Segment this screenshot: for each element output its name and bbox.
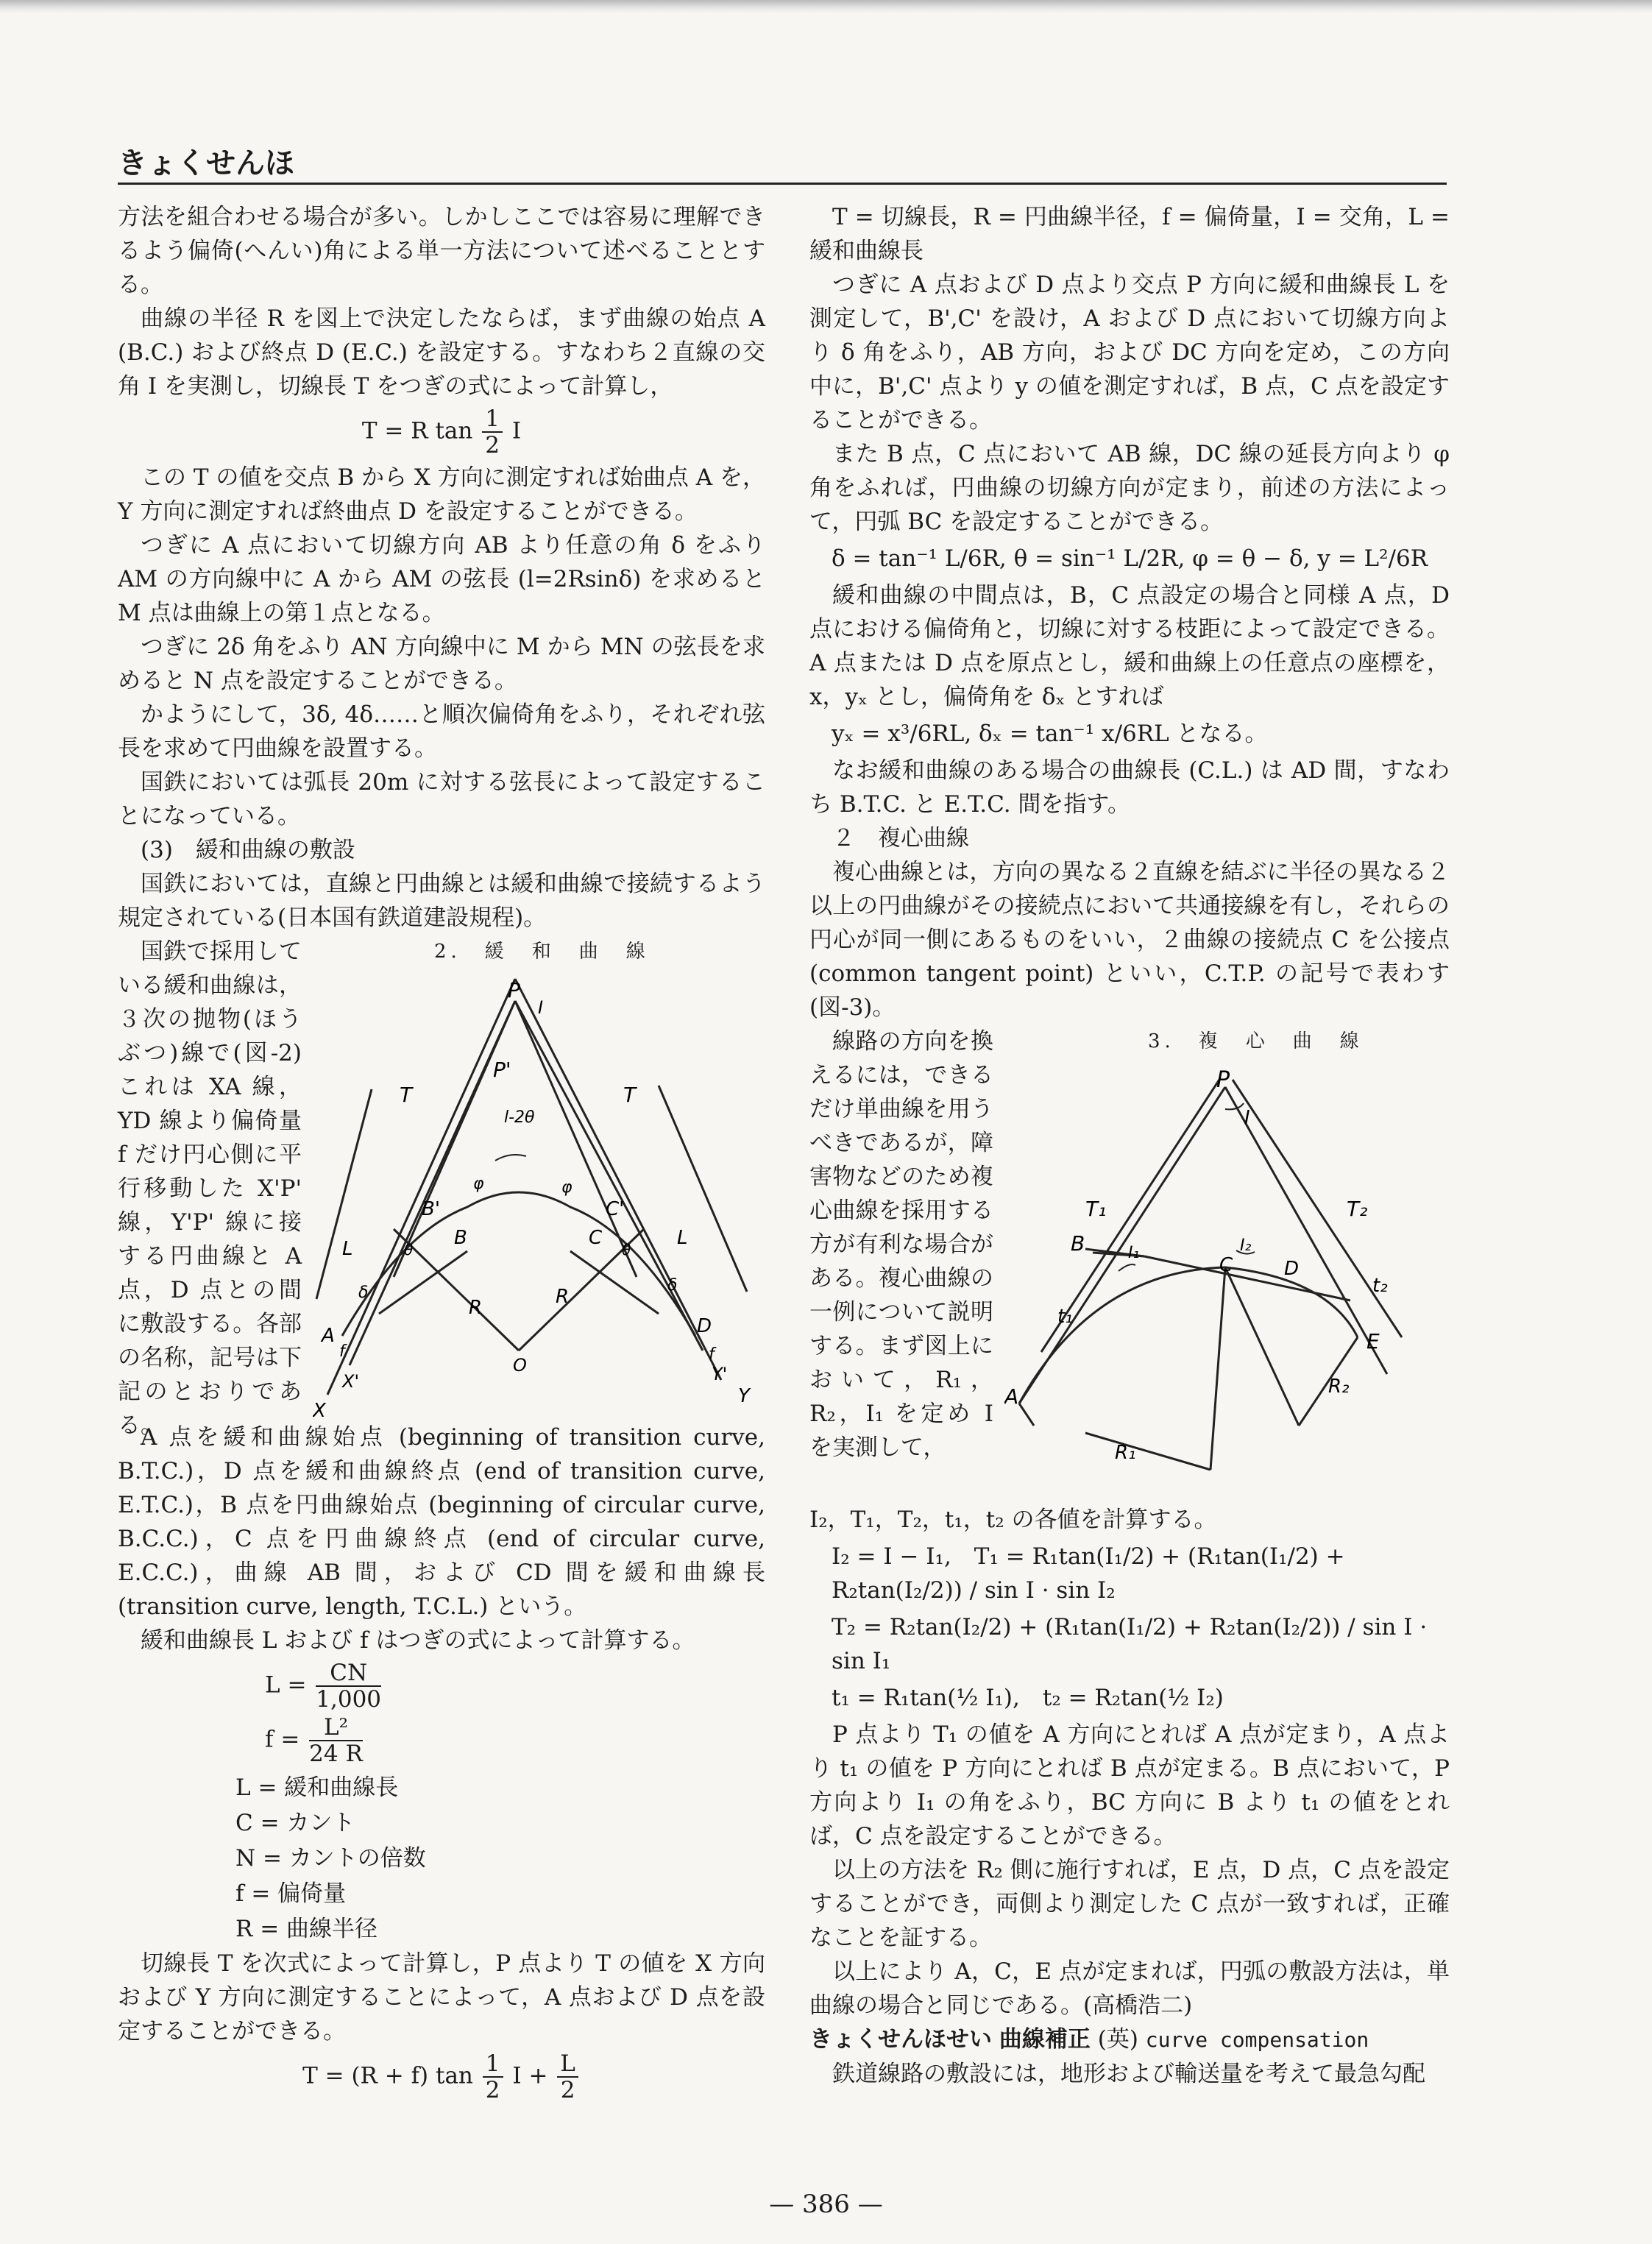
header-rule [118,183,1447,185]
paragraph: P 点より T₁ の値を A 方向にとれば A 点が定まり，A 点より t₁ の値を P 方向にとれば B 点が定まる。B 点において，P 方向より I₁ の角をふり，BC 方向に B より t₁ の値をとれば，C 点を設定することができる。 [809,1721,1450,1850]
paragraph: 国鉄においては，直線と円曲線とは緩和曲線で接続するよう規定されている(日本国有鉄道建設規程)。 [118,871,765,932]
fig2-label: T [623,1083,637,1108]
fig2-label: φ [473,1175,484,1194]
definition-item: R = 曲線半径 [235,1915,378,1942]
fig2-label: φ [561,1178,572,1197]
equation-transition-angles: δ = tan⁻¹ L/6R, θ = sin⁻¹ L/2R, φ = θ − δ, y = L²/6R [831,545,1428,572]
definition-item: N = カントの倍数 [235,1844,426,1872]
fig2-label: D [697,1315,712,1338]
fig2-label: O [513,1355,527,1376]
fig3-label: C [1219,1254,1233,1276]
equation-I2-T1: I₂ = I − I₁, T₁ = R₁tan(I₁/2) + (R₁tan(I₁/2) + R₂tan(I₂/2)) / sin I · sin I₂ [832,1543,1345,1604]
fig3-label: B [1071,1231,1085,1256]
fig2-label: f [709,1345,715,1365]
fig2-label: l-2θ [504,1108,535,1128]
entry-english: curve compensation [1145,2028,1369,2052]
figure-3-block [809,1024,1450,1503]
section-heading: (3) 緩和曲線の敷設 [141,837,355,864]
equation-L: L = $\frac{CN}{1,000}$ [265,1660,382,1713]
entry-reading: きょくせんほせい [809,2026,992,2053]
fig3-label: t₂ [1372,1275,1388,1297]
paragraph: 国鉄においては弧長 20m に対する弦長によって設定することになっている。 [118,769,765,830]
symbol-definitions [118,1770,765,1947]
paragraph: A 点を緩和曲線始点 (beginning of transition curve, B.T.C.)，D 点を緩和曲線終点 (end of transition curve, E.T.C.)，B 点を円曲線始点 (beginning of circular curve, B.C.C.)，C 点を円曲線終点 (end of circular curve, E.C.C.)，曲線 AB 間，および CD 間を緩和曲線長 (transition curve, length, T.C.L.) という。 [118,1424,765,1621]
paragraph: 鉄道線路の敷設には，地形および輸送量を考えて最急勾配 [832,2061,1425,2087]
figure-3-caption: 3. 複 心 曲 線 [1148,1030,1364,1052]
fig2-label: δ [667,1276,678,1295]
definition-item: f = 偏倚量 [235,1880,347,1907]
fig3-label: D [1284,1258,1300,1280]
equation-T2: T₂ = R₂tan(I₂/2) + (R₁tan(I₁/2) + R₂tan(I₂/2)) / sin I · sin I₁ [832,1614,1428,1674]
fig3-label: T₁ [1085,1197,1107,1221]
left-column [118,200,765,2106]
paragraph: 方法を組合わせる場合が多い。しかしここでは容易に理解できるよう偏倚(へんい)角による単一方法について述べることとする。 [118,204,765,298]
paragraph: 切線長 T を次式によって計算し，P 点より T の値を X 方向および Y 方向に測定することによって，A 点および D 点を設定することができる。 [118,1950,765,2045]
paragraph: つぎに A 点および D 点より交点 P 方向に緩和曲線長 L を測定して，B',C' を設け，A および D 点において切線方向より δ 角をふり，AB 方向，および DC 方向を定め，この方向中に，B',C' 点より y の値を測定すれば，B 点，C 点を設定することができる。 [809,272,1450,433]
figure-2-block [118,935,765,1440]
fig3-label: I₁ [1128,1244,1140,1262]
compound-curve-diagram [1004,1058,1446,1499]
fig2-label: B' [422,1198,440,1221]
equation-t1-t2: t₁ = R₁tan(½ I₁), t₂ = R₂tan(½ I₂) [832,1685,1224,1711]
fig2-label: X' [342,1371,360,1392]
fig2-label: A [322,1325,335,1348]
paragraph: なお緩和曲線のある場合の曲線長 (C.L.) は AD 間，すなわち B.T.C. と E.T.C. 間を指す。 [809,757,1450,818]
paragraph: かようにして，3δ, 4δ……と順次偏倚角をふり，それぞれ弦長を求めて円曲線を設置する。 [118,701,765,762]
fig3-label: I₂ [1240,1236,1252,1255]
dictionary-entry-heading [809,2022,1450,2057]
fig3-label: t₁ [1057,1306,1073,1328]
fig2-label: δ [358,1284,369,1303]
fig2-label: P [508,978,520,1003]
wrapped-paragraph: 国鉄で採用している緩和曲線は，３次の抛物(ほうぶつ)線で(図-2) これは XA 線，YD 線より偏倚量 f だけ円心側に平行移動した X'P' 線，Y'P' 線に接する円曲線と A 点，D 点との間に敷設する。各部の名称，記号は下記のとおりである。 [118,938,302,1440]
paragraph: I₂，T₁，T₂，t₁，t₂ の各値を計算する。 [809,1507,1217,1533]
fig2-label: B [454,1227,467,1250]
fig2-label: f [339,1342,345,1362]
equation-transition-coordinates: yₓ = x³/6RL, δₓ = tan⁻¹ x/6RL となる。 [832,721,1268,747]
fig2-label: Y [738,1385,750,1408]
fig2-label: Y' [712,1364,728,1385]
fig3-label: R₁ [1115,1442,1136,1464]
fig2-label: θ [622,1241,631,1259]
fig2-label: L [342,1238,353,1261]
paragraph: 複心曲線とは，方向の異なる２直線を結ぶに半径の異なる２以上の円曲線がその接続点において共通接線を有し，それらの円心が同一側にあるものをいい，２曲線の接続点 C を公接点 (common tangent point) といい，C.T.P. の記号で表わす (図-3)。 [809,859,1450,1021]
definition-item: C = カント [235,1809,355,1836]
page-number: — 386 — [769,2190,883,2219]
paragraph: つぎに A 点において切線方向 AB より任意の角 δ をふり AM の方向線中に A から AM の弦長 (l=2Rsinδ) を求めると M 点は曲線上の第１点となる。 [118,532,765,627]
fig2-label: C' [606,1198,625,1221]
paragraph: 以上の方法を R₂ 側に施行すれば，E 点，D 点，C 点を設定することができ，両側より測定した C 点が一致すれば，正確なことを証する。 [809,1857,1450,1951]
fig2-label: θ [404,1241,414,1259]
wrapped-paragraph: 線路の方向を換えるには，できるだけ単曲線を用うべきであるが，障害物などのため複心曲線を採用する方が有利な場合がある。複心曲線の一例について説明する。まず図上において，R₁，R₂，I₁ を定め I を実測して， [809,1028,993,1461]
right-column [809,200,1450,2091]
fig3-label: R₂ [1328,1376,1350,1398]
paragraph: T = 切線長，R = 円曲線半径，f = 偏倚量，I = 交角，L = 緩和曲線長 [809,204,1450,264]
paragraph: 曲線の半径 R を図上で決定したならば，まず曲線の始点 A (B.C.) および終点 D (E.C.) を設定する。すなわち２直線の交角 I を実測し，切線長 T をつぎの式によって計算し， [118,305,765,400]
fig3-label: A [1004,1384,1019,1409]
entry-kanji: 曲線補正 [999,2026,1091,2053]
scan-top-edge [0,0,1652,13]
paragraph: 緩和曲線長 L および f はつぎの式によって計算する。 [141,1627,695,1654]
fig3-label: E [1366,1329,1380,1353]
equation-tangent-with-transition: T = (R + f) tan $\frac{1}{2}$ I + $\frac{L}{2}$ [118,2051,765,2103]
paragraph: 以上により A，C，E 点が定まれば，円弧の敷設方法は，単曲線の場合と同じである。(高橋浩二) [809,1958,1450,2019]
running-head: きょくせんほ [118,146,294,180]
fig2-label: R [469,1297,483,1320]
fig2-label: R [556,1286,570,1309]
paragraph: この T の値を交点 B から X 方向に測定すれば始曲点 A を，Y 方向に測定すれば終曲点 D を設定することができる。 [118,464,765,525]
fig2-label: X [313,1400,326,1423]
fig3-label: I [1244,1107,1250,1129]
fig3-label: T₂ [1347,1197,1368,1221]
paragraph: つぎに 2δ 角をふり AN 方向線中に M から MN の弦長を求めると N 点を設定することができる。 [118,634,765,695]
fig3-label: P [1216,1067,1230,1093]
equation-f: f = $\frac{\text{L²}}{24 R}$ [265,1714,363,1768]
fig2-label: C [589,1227,603,1250]
paragraph: また B 点，C 点において AB 線，DC 線の延長方向より φ 角をふれば，円曲線の切線方向が定まり，前述の方法によって，円弧 BC を設定することができる。 [809,441,1450,535]
paragraph: 緩和曲線の中間点は，B，C 点設定の場合と同様 A 点，D 点における偏倚角と，切線に対する枝距によって設定できる。A 点または D 点を原点とし，緩和曲線上の任意点の座標を，x，yₓ とし，偏倚角を δₓ とすれば [809,582,1450,710]
fig2-label: I [538,997,544,1019]
definition-item: L = 緩和曲線長 [235,1774,399,1801]
fig2-label: P' [493,1058,511,1083]
section-heading: ２ 複心曲線 [832,825,969,852]
figure-2-caption: 2. 緩 和 曲 線 [434,941,650,963]
fig2-label: L [677,1227,688,1250]
entry-lang-tag: (英) [1097,2026,1138,2053]
equation-tangent-length: T = R tan $\frac{1}{2}$ I [361,406,522,459]
transition-curve-diagram [313,968,762,1424]
fig2-label: T [400,1083,413,1108]
